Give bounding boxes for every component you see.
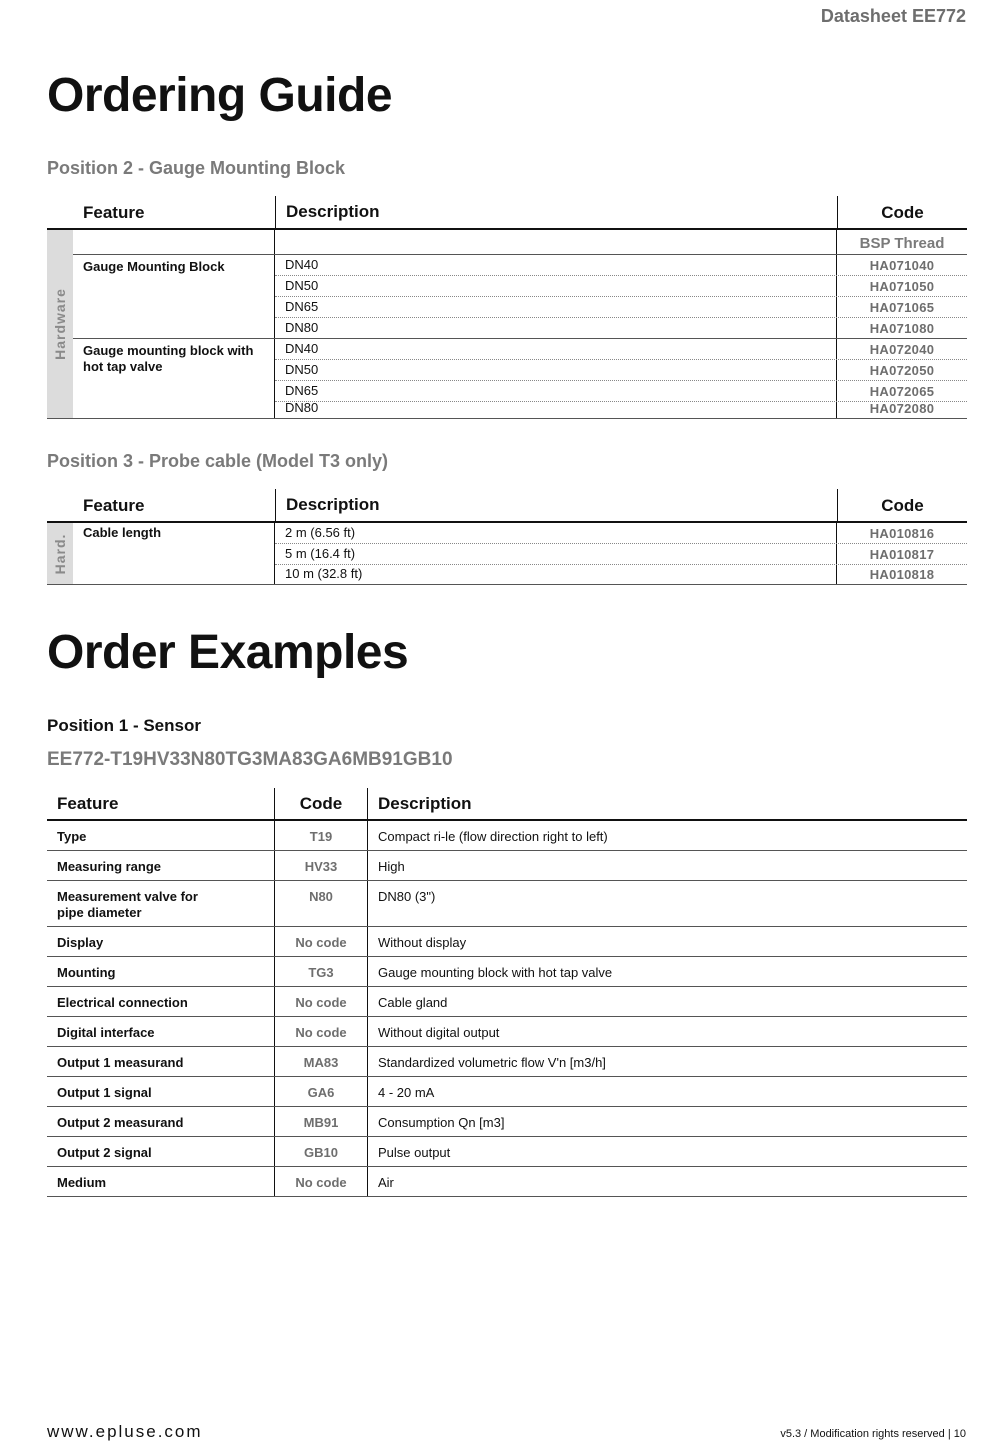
column-header-code: Code (837, 489, 967, 521)
table-row: DN40 HA072040 (275, 339, 967, 360)
position2-table (47, 196, 967, 419)
column-header-feature: Feature (83, 496, 145, 515)
position1-heading: Position 1 - Sensor (47, 716, 201, 735)
table-row: 5 m (16.4 ft) HA010817 (275, 544, 967, 565)
table-row: Medium No code Air (47, 1167, 967, 1197)
table-row: Type T19 Compact ri-le (flow direction right to left) (47, 821, 967, 851)
order-example-table (47, 788, 967, 1197)
feature-gauge-block-hot-tap: Gauge mounting block with hot tap valve (83, 343, 254, 374)
position3-heading: Position 3 - Probe cable (Model T3 only) (47, 451, 389, 471)
column-header-feature: Feature (57, 794, 119, 813)
feature-gauge-mounting-block: Gauge Mounting Block (83, 259, 225, 274)
bsp-thread-label: BSP Thread (859, 235, 945, 252)
table-row: Display No code Without display (47, 927, 967, 957)
table-row: Measuring range HV33 High (47, 851, 967, 881)
column-header-feature: Feature (83, 203, 145, 222)
position2-heading: Position 2 - Gauge Mounting Block (47, 158, 346, 178)
footer-version: v5.3 / Modification rights reserved | 10 (780, 1428, 966, 1440)
table-row: Output 2 measurand MB91 Consumption Qn [m3] (47, 1107, 967, 1137)
code-subheader-row (275, 230, 967, 255)
column-header-code: Code (837, 196, 967, 228)
table-row: Output 1 signal GA6 4 - 20 mA (47, 1077, 967, 1107)
ordering-guide-heading: Ordering Guide (47, 69, 393, 122)
column-header-code: Code (299, 794, 343, 813)
feature-cable-length: Cable length (83, 525, 162, 540)
table-header (47, 196, 967, 230)
table-row: DN40 HA071040 (275, 255, 967, 276)
order-examples-heading: Order Examples (47, 626, 409, 679)
table-row: DN80 HA072080 (285, 400, 935, 416)
table-header (47, 788, 967, 821)
table-body (47, 523, 967, 585)
table-row: Electrical connection No code Cable gland (47, 987, 967, 1017)
table-row: DN65 HA072065 (275, 381, 967, 402)
table-row: Output 2 signal GB10 Pulse output (47, 1137, 967, 1167)
table-row: DN50 HA071050 (275, 276, 967, 297)
table-row: DN50 HA072050 (275, 360, 967, 381)
side-label: Hardware (47, 230, 73, 418)
table-row: DN65 HA071065 (275, 297, 967, 318)
column-header-description: Description (378, 794, 472, 813)
table-row: Measurement valve for pipe diameter N80 DN80 (3") (47, 881, 967, 927)
side-label: Hard. (47, 523, 73, 584)
column-header-description: Description (275, 196, 835, 228)
table-row: 10 m (32.8 ft) HA010818 (285, 566, 935, 582)
website-link[interactable]: www.epluse.com (47, 1422, 203, 1441)
order-code: EE772-T19HV33N80TG3MA83GA6MB91GB10 (47, 749, 453, 770)
table-row: Mounting TG3 Gauge mounting block with hot tap valve (47, 957, 967, 987)
column-header-description: Description (275, 489, 835, 521)
position3-table (47, 489, 967, 585)
table-row: DN80 HA071080 (285, 320, 935, 336)
datasheet-title: Datasheet EE772 (820, 6, 966, 26)
table-body (47, 230, 967, 419)
table-row: Digital interface No code Without digital output (47, 1017, 967, 1047)
table-row: 2 m (6.56 ft) HA010816 (275, 523, 967, 544)
table-row: Output 1 measurand MA83 Standardized volumetric flow V'n [m3/h] (47, 1047, 967, 1077)
table-header (47, 489, 967, 523)
